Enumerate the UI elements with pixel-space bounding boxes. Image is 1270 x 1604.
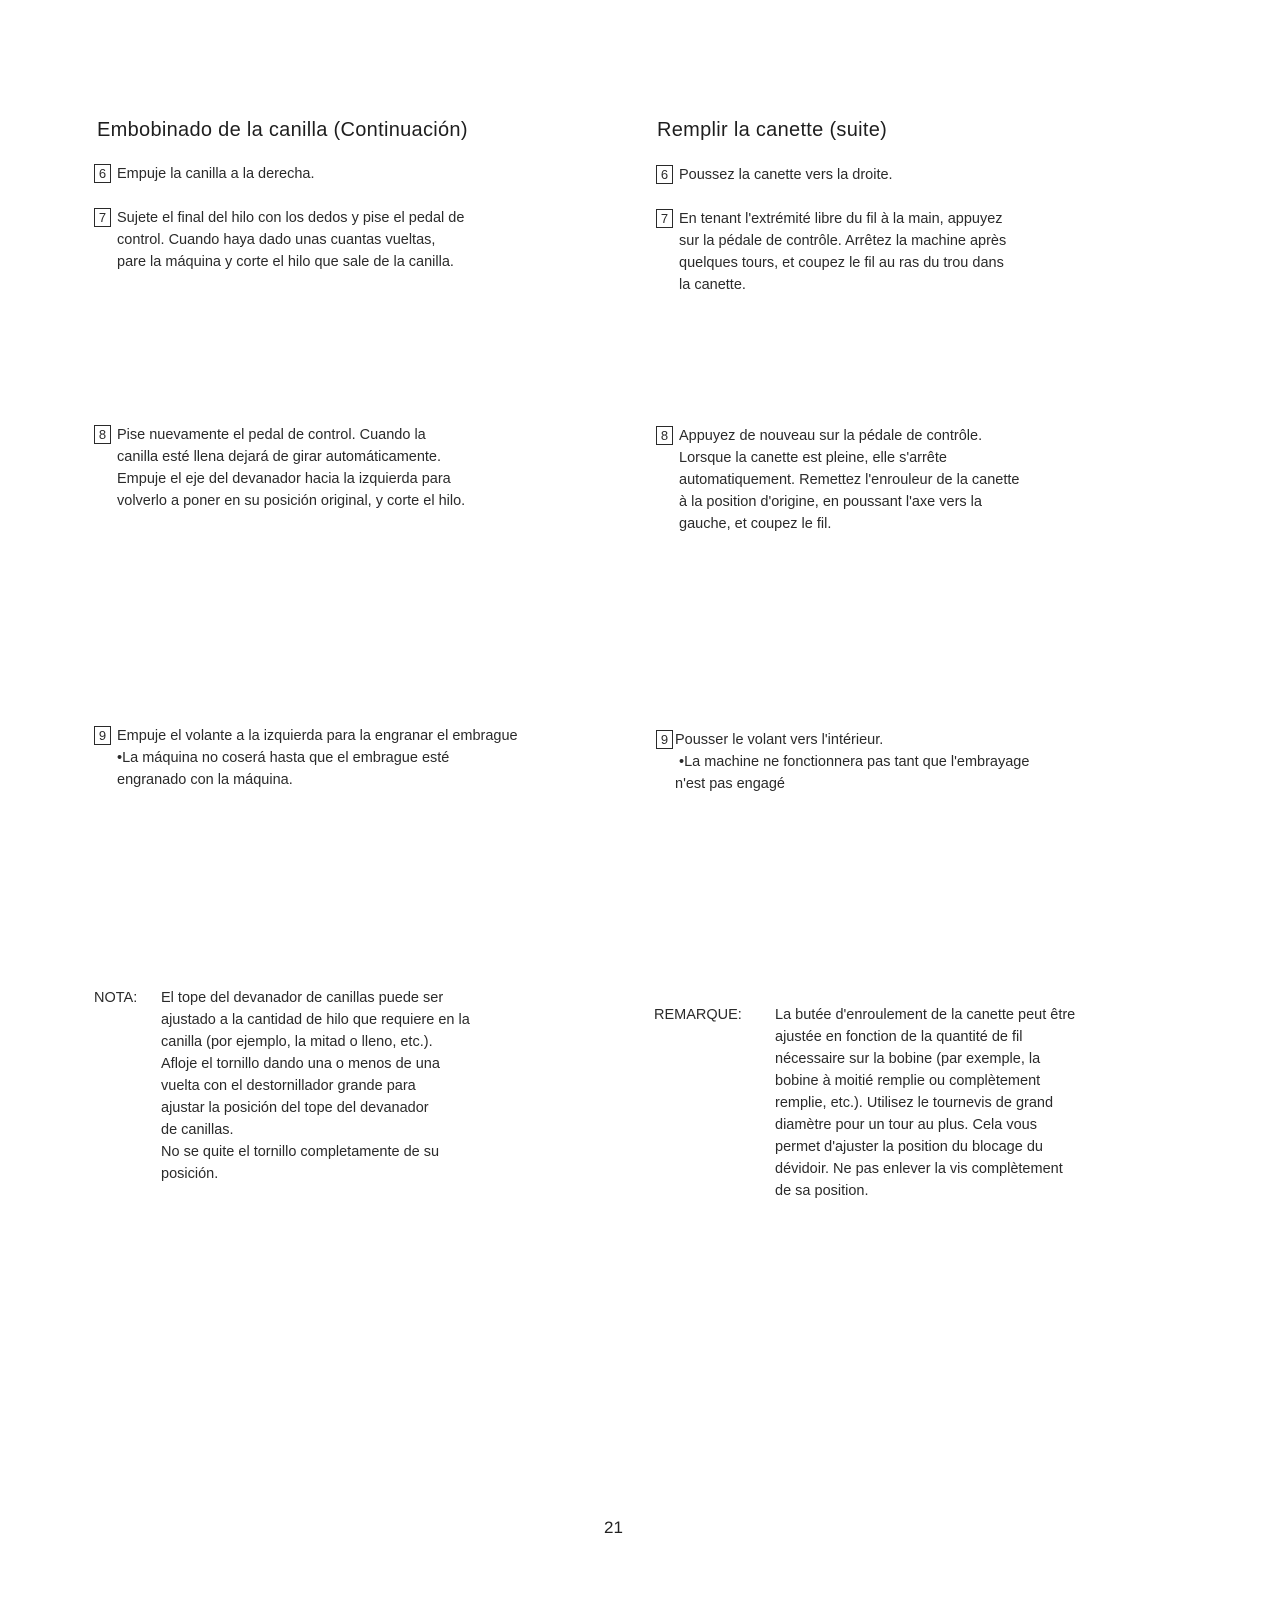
step-text: à la position d'origine, en poussant l'axe vers la <box>679 494 982 510</box>
step-number: 8 <box>656 426 673 445</box>
step-number: 6 <box>94 164 111 183</box>
step-text: la canette. <box>679 277 746 293</box>
step-number: 7 <box>94 208 111 227</box>
step-text: Pousser le volant vers l'intérieur. <box>675 732 884 748</box>
note-text: vuelta con el destornillador grande para <box>161 1078 416 1094</box>
step-text: n'est pas engagé <box>675 776 785 792</box>
note-label: NOTA: <box>94 990 138 1006</box>
note-text: bobine à moitié remplie ou complètement <box>775 1073 1041 1089</box>
note-text: de sa position. <box>775 1183 869 1199</box>
step-number: 7 <box>656 209 673 228</box>
right-step-7 <box>656 208 1006 296</box>
note-text: diamètre pour un tour au plus. Cela vous <box>775 1117 1037 1133</box>
step-text: quelques tours, et coupez le fil au ras du trou dans <box>679 255 1004 271</box>
step-text: En tenant l'extrémité libre du fil à la main, appuyez <box>679 211 1003 227</box>
note-text: permet d'ajuster la position du blocage du <box>775 1139 1043 1155</box>
step-text: canilla esté llena dejará de girar automáticamente. <box>117 449 442 465</box>
step-text: Pise nuevamente el pedal de control. Cuando la <box>117 427 426 443</box>
note-text: La butée d'enroulement de la canette peut être <box>775 1007 1076 1023</box>
right-step-6 <box>656 164 893 186</box>
step-text: control. Cuando haya dado unas cuantas vueltas, <box>117 232 436 248</box>
note-text: ajustado a la cantidad de hilo que requiere en la <box>161 1012 470 1028</box>
step-text: pare la máquina y corte el hilo que sale de la canilla. <box>117 254 454 270</box>
note-text: El tope del devanador de canillas puede ser <box>161 990 444 1006</box>
note-text: de canillas. <box>161 1122 234 1138</box>
step-text: volverlo a poner en su posición original, y corte el hilo. <box>117 493 466 509</box>
step-text: Appuyez de nouveau sur la pédale de contrôle. <box>679 428 983 444</box>
note-text: remplie, etc.). Utilisez le tournevis de grand <box>775 1095 1054 1111</box>
step-text: •La machine ne fonctionnera pas tant que l'embrayage <box>679 754 1030 770</box>
right-step-8 <box>656 425 1020 535</box>
page-number: 21 <box>604 1518 623 1537</box>
step-number: 9 <box>656 730 673 749</box>
note-text: Afloje el tornillo dando una o menos de una <box>161 1056 440 1072</box>
left-step-8 <box>94 424 465 512</box>
left-step-7 <box>94 207 464 273</box>
note-text: No se quite el tornillo completamente de su <box>161 1144 440 1160</box>
right-note <box>654 1004 1075 1202</box>
step-number: 8 <box>94 425 111 444</box>
step-text: automatiquement. Remettez l'enrouleur de la canette <box>679 472 1020 488</box>
step-text: Empuje el eje del devanador hacia la izquierda para <box>117 471 451 487</box>
left-step-9 <box>94 725 518 791</box>
note-text: canilla (por ejemplo, la mitad o lleno, etc.). <box>161 1034 433 1050</box>
right-step-9 <box>656 729 1029 795</box>
step-text: Sujete el final del hilo con los dedos y pise el pedal de <box>117 210 465 226</box>
note-text: nécessaire sur la bobine (par exemple, la <box>775 1051 1041 1067</box>
step-text: •La máquina no coserá hasta que el embrague esté <box>117 750 450 766</box>
note-label: REMARQUE: <box>654 1007 742 1023</box>
step-number: 9 <box>94 726 111 745</box>
note-text: dévidoir. Ne pas enlever la vis complètement <box>775 1161 1063 1177</box>
step-text: Empuje la canilla a la derecha. <box>117 166 315 182</box>
step-number: 6 <box>656 165 673 184</box>
step-text: Lorsque la canette est pleine, elle s'arrête <box>679 450 947 466</box>
step-text: Poussez la canette vers la droite. <box>679 167 893 183</box>
left-title: Embobinado de la canilla (Continuación) <box>97 119 468 141</box>
step-text: sur la pédale de contrôle. Arrêtez la machine après <box>679 233 1007 249</box>
note-text: posición. <box>161 1166 219 1182</box>
note-text: ajustée en fonction de la quantité de fil <box>775 1029 1023 1045</box>
right-title: Remplir la canette (suite) <box>657 119 888 141</box>
left-step-6 <box>94 163 314 185</box>
step-text: gauche, et coupez le fil. <box>679 516 832 532</box>
note-text: ajustar la posición del tope del devanador <box>161 1100 429 1116</box>
step-text: Empuje el volante a la izquierda para la engranar el embrague <box>117 728 518 744</box>
step-text: engranado con la máquina. <box>117 772 293 788</box>
left-note <box>94 987 470 1185</box>
